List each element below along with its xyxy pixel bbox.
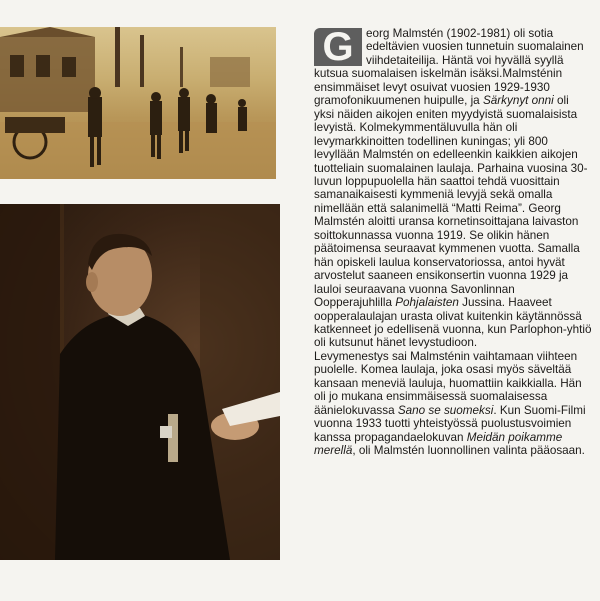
dropcap-letter: G — [314, 28, 362, 66]
article-paragraph-1 — [314, 27, 592, 350]
p1-text-1: eorg Malmstén (1902-1981) oli sotia edeltävien vuosien tunnetuin suomalainen viihdetaiteilija. Häntä voi hyvällä syyllä kutsua suomalaisen iskelmän isäksi.Malmsténin ensimmäiset levyt osuivat vuosien 1929-1930 gramofonikuumenen huipulle, ja — [314, 27, 584, 108]
p2-text-3: , oli Malmstén luonnollinen valinta pääosaan. — [352, 444, 585, 458]
p1-title-pohjalaisten: Pohjalaisten — [395, 296, 459, 310]
article-paragraph-2 — [314, 350, 592, 458]
p2-title-meidan-poikamme-merella: Meidän poikamme merellä — [314, 430, 563, 458]
p2-title-sano-se-suomeksi: Sano se suomeksi — [397, 403, 494, 417]
article-text — [314, 27, 592, 458]
p2-text-2: . Kun Suomi-Filmi vuonna 1933 tuotti yhteistyössä puolustusvoimien kanssa propagandaelokuvan — [314, 403, 586, 444]
p1-text-3: Jussina. Haaveet oopperalaulajan urasta olivat kuitenkin käytännössä katkenneet jo edellisenä vuonna, kun Parlophon-yhtiö oli kutsunut hänet levystudioon. — [314, 296, 592, 350]
photo-georg-malmsten-singing — [0, 204, 280, 560]
p1-text-2: oli yksi näiden aikojen eniten myydyistä suomalaisista levyistä. Kolmekymmentäluvulla hän oli levymarkkinoitten todellinen kuningas; yli 800 levyllään Malmstén on edelleenkin kaikkien aikojen tuotteliain suomalainen laulaja. Parhaina vuosina 30-luvun loppupuolella hän saattoi tehdä vuosittain samanaikaisesti kymmeniä levyjä sekä omalla nimellään että salanimellä “Matti Reima”. Georg Malmstén aloitti uransa kornetinsoittajana laivaston soittokunnassa vuonna 1919. Se olikin hänen päätoimensa seuraavat kymmenen vuotta. Samalla hän opiskeli laulua konservatoriossa, antoi hyvät arvostelut saaneen ensikonsertin vuonna 1929 ja lauloi seuraavana vuonna Savonlinnan Oopperajuhlilla — [314, 94, 588, 310]
photo-soldiers-marching — [0, 27, 276, 179]
p2-text-1: Levymenestys sai Malmsténin vaihtamaan viihteen puolelle. Komea laulaja, joka osasi myös säveltää kansaan meneviä lauluja, huomattiin kaikkialla. Hän oli jo mukana ensimmäisessä suomalaisessa äänielokuvassa — [314, 349, 582, 417]
soldiers-scene-illustration — [0, 27, 276, 179]
p1-title-sarkynyt-onni: Särkynyt onni — [482, 94, 554, 108]
singer-portrait-illustration — [0, 204, 280, 560]
